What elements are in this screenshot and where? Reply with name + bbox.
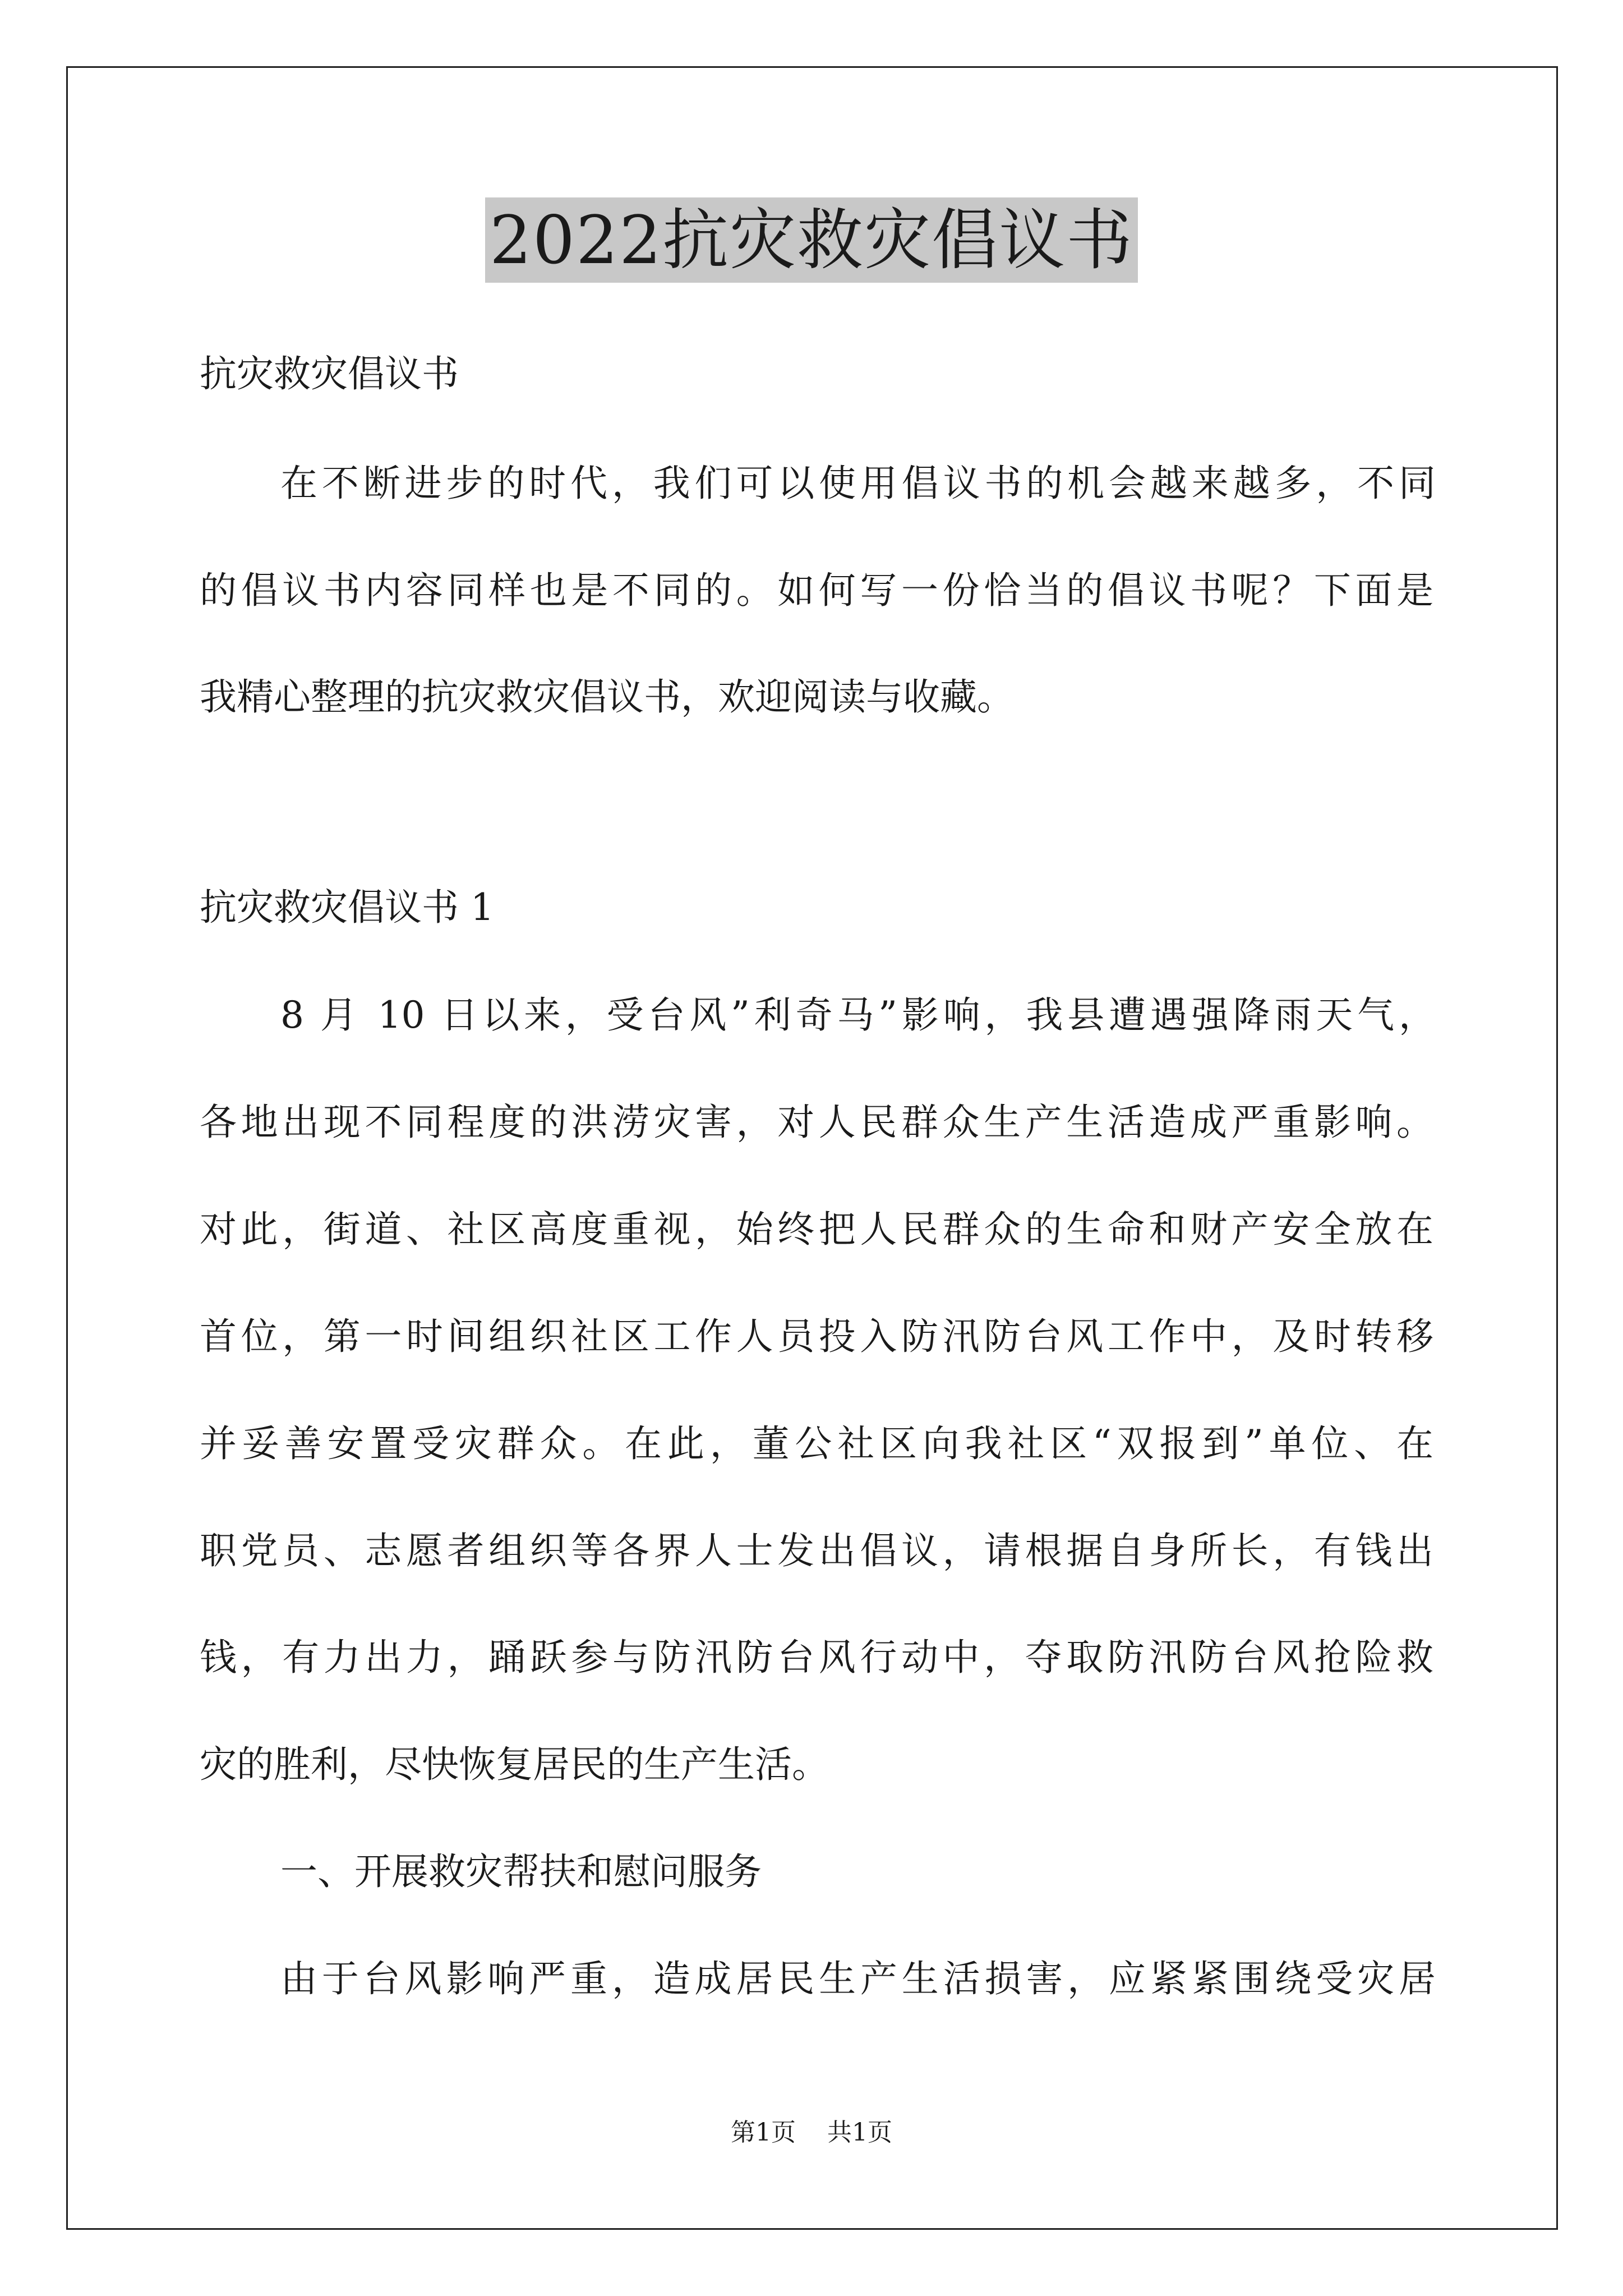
intro-paragraph-line: 在不断进步的时代，我们可以使用倡议书的机会越来越多，不同 — [280, 462, 1436, 505]
body-paragraph-line: 钱，有力出力，踊跃参与防汛防台风行动中，夺取防汛防台风抢险救 — [200, 1636, 1433, 1679]
document-title: 2022抗灾救灾倡议书 — [485, 197, 1138, 283]
body-paragraph-line: 职党员、志愿者组织等各界人士发出倡议，请根据自身所长，有钱出 — [200, 1529, 1433, 1572]
page-footer — [0, 2117, 1623, 2148]
body-paragraph-line: 并妥善安置受灾群众。在此，董公社区向我社区“双报到”单位、在 — [200, 1422, 1433, 1465]
page-number: 第1页 — [731, 2118, 796, 2147]
body-paragraph-line: 由于台风影响严重，造成居民生产生活损害，应紧紧围绕受灾居 — [280, 1957, 1436, 2000]
body-paragraph-line: 对此，街道、社区高度重视，始终把人民群众的生命和财产安全放在 — [200, 1208, 1433, 1251]
list-heading: 一、开展救灾帮扶和慰问服务 — [280, 1850, 762, 1893]
section-heading: 抗灾救灾倡议书 1 — [200, 886, 494, 929]
page-total: 共1页 — [827, 2118, 892, 2147]
body-paragraph-line: 灾的胜利，尽快恢复居民的生产生活。 — [200, 1743, 829, 1786]
body-paragraph-line: 首位，第一时间组织社区工作人员投入防汛防台风工作中，及时转移 — [200, 1315, 1433, 1358]
body-paragraph-line: 各地出现不同程度的洪涝灾害，对人民群众生产生活造成严重影响。 — [200, 1101, 1433, 1144]
subheading: 抗灾救灾倡议书 — [200, 352, 459, 395]
intro-paragraph-line: 我精心整理的抗灾救灾倡议书，欢迎阅读与收藏。 — [200, 675, 1014, 719]
body-paragraph-line: 8 月 10 日以来，受台风”利奇马”影响，我县遭遇强降雨天气， — [280, 993, 1436, 1037]
intro-paragraph-line: 的倡议书内容同样也是不同的。如何写一份恰当的倡议书呢？下面是 — [200, 569, 1433, 612]
title-container — [0, 197, 1623, 283]
